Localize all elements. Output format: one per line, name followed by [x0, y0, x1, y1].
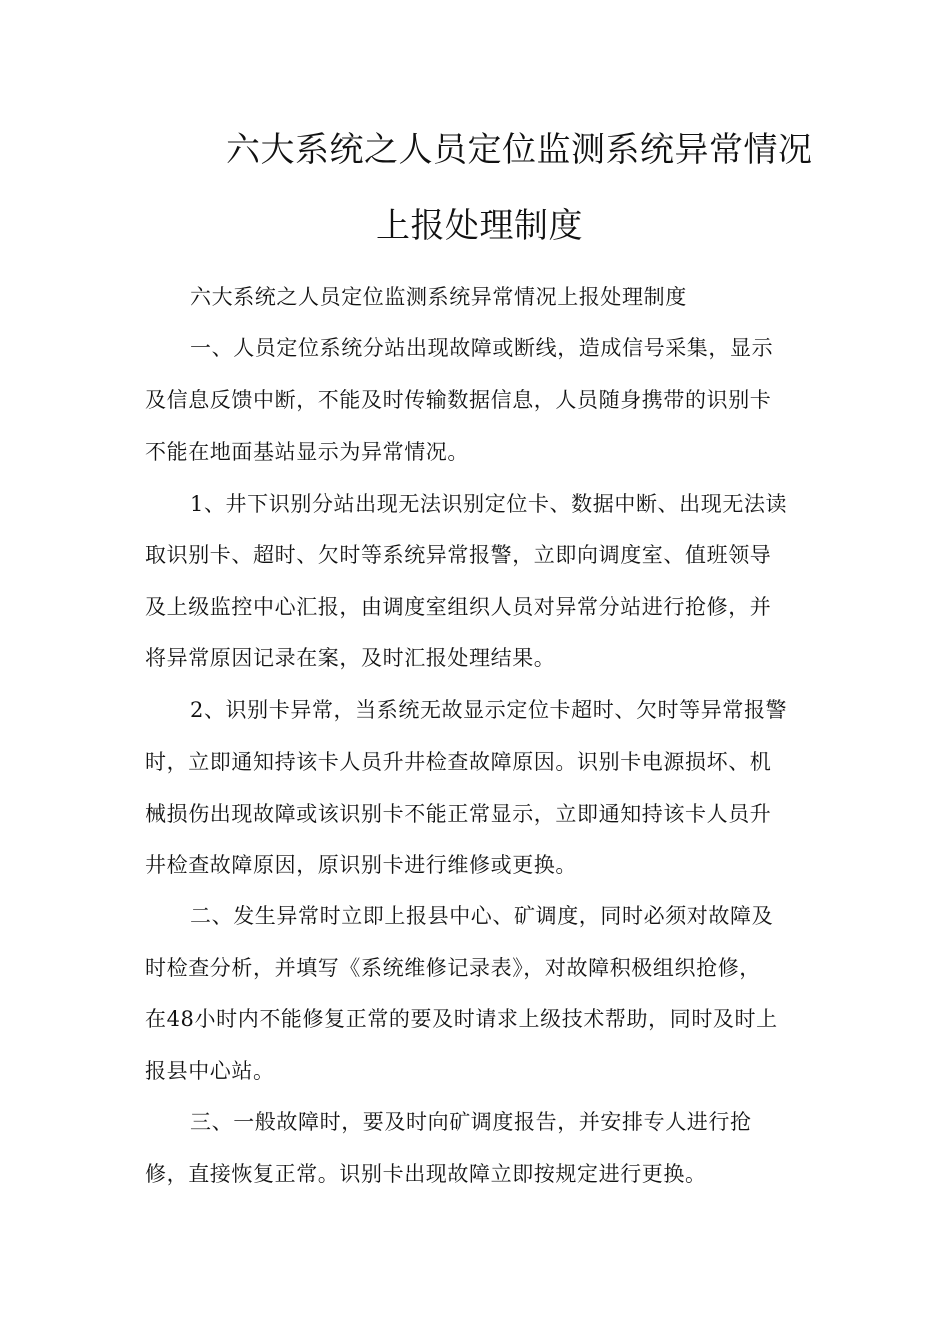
paragraph-1-line-3: 不能在地面基站显示为异常情况。: [145, 440, 469, 464]
paragraph-4-line-2: 时检查分析，并填写《系统维修记录表》，对故障积极组织抢修，: [145, 956, 761, 980]
paragraph-4-line-3: 在48小时内不能修复正常的要及时请求上级技术帮助，同时及时上: [145, 1007, 778, 1031]
document-title-line-2: 上报处理制度: [376, 206, 583, 246]
paragraph-5-line-2: 修，直接恢复正常。识别卡出现故障立即按规定进行更换。: [145, 1162, 707, 1186]
paragraph-2-line-3: 及上级监控中心汇报，由调度室组织人员对异常分站进行抢修，并: [145, 595, 772, 619]
paragraph-3-line-1: 2、识别卡异常，当系统无故显示定位卡超时、欠时等异常报警: [190, 698, 788, 722]
paragraph-3-line-2: 时，立即通知持该卡人员升井检查故障原因。识别卡电源损坏、机: [145, 750, 772, 774]
paragraph-5-line-1: 三、一般故障时，要及时向矿调度报告，并安排专人进行抢: [190, 1110, 752, 1134]
paragraph-3-line-3: 械损伤出现故障或该识别卡不能正常显示，立即通知持该卡人员升: [145, 802, 772, 826]
paragraph-2-line-2: 取识别卡、超时、欠时等系统异常报警，立即向调度室、值班领导: [145, 543, 772, 567]
document-title-line-1: 六大系统之人员定位监测系统异常情况: [226, 130, 813, 170]
paragraph-4-line-4: 报县中心站。: [145, 1059, 275, 1083]
paragraph-3-line-4: 井检查故障原因，原识别卡进行维修或更换。: [145, 853, 577, 877]
paragraph-2-line-1: 1、井下识别分站出现无法识别定位卡、数据中断、出现无法读: [190, 492, 788, 516]
paragraph-1-line-2: 及信息反馈中断，不能及时传输数据信息，人员随身携带的识别卡: [145, 388, 772, 412]
subtitle-line: 六大系统之人员定位监测系统异常情况上报处理制度: [190, 285, 687, 309]
paragraph-4-line-1: 二、发生异常时立即上报县中心、矿调度，同时必须对故障及: [190, 904, 774, 928]
paragraph-2-line-4: 将异常原因记录在案，及时汇报处理结果。: [145, 646, 556, 670]
paragraph-1-line-1: 一、人员定位系统分站出现故障或断线，造成信号采集，显示: [190, 336, 774, 360]
